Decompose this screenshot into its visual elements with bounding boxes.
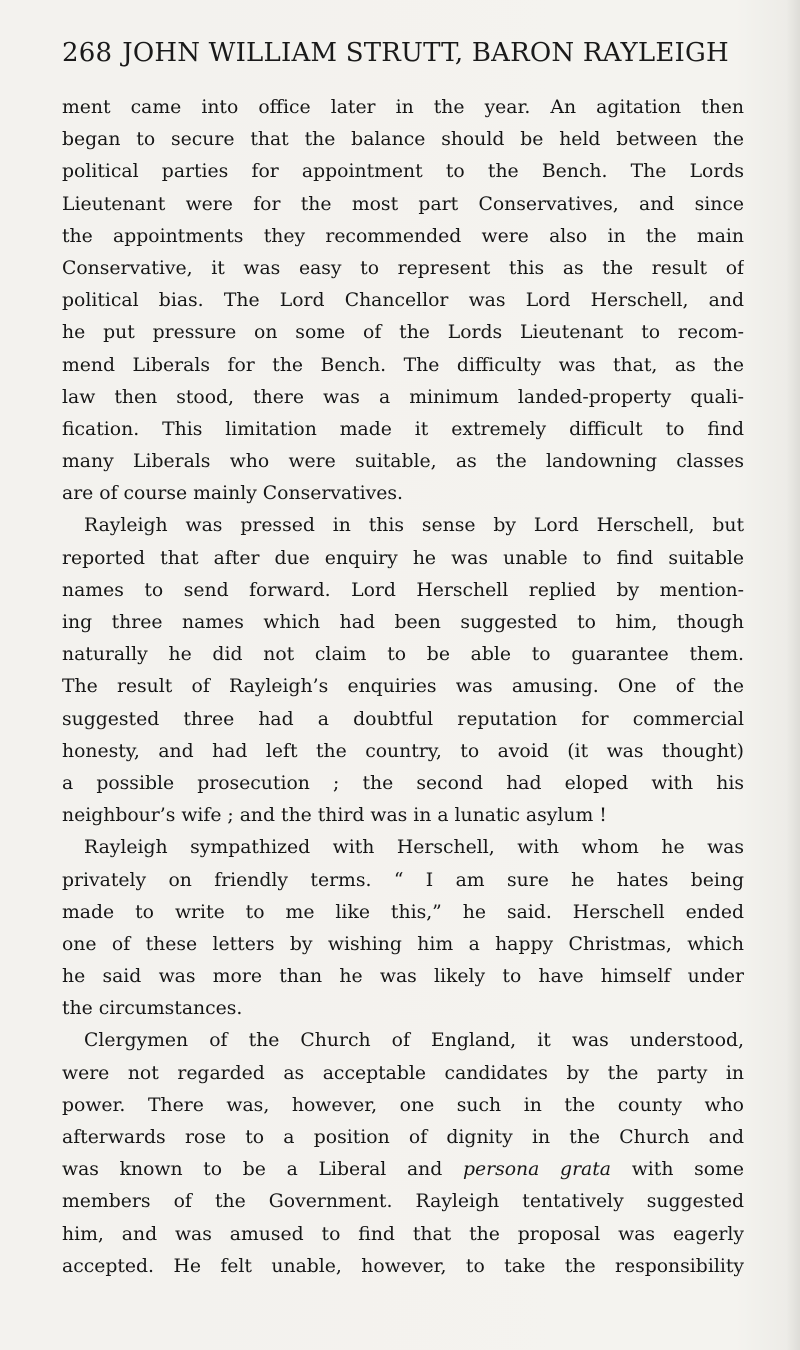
text-line: fication. This limitation made it extremely difficult to find xyxy=(62,418,744,440)
text-line: Rayleigh sympathized with Herschell, with whom he was xyxy=(84,837,744,859)
text-line: were not regarded as acceptable candidates by the party in xyxy=(62,1062,744,1084)
body-text xyxy=(62,92,744,1283)
text-line: the circumstances. xyxy=(62,998,243,1020)
text-line: are of course mainly Conservatives. xyxy=(62,483,404,505)
text-line: many Liberals who were suitable, as the landowning classes xyxy=(62,451,744,473)
text-line: afterwards rose to a position of dignity in the Church and xyxy=(62,1127,744,1148)
page-edge-shadow xyxy=(786,0,800,1350)
text-fragment: with some xyxy=(631,1159,744,1181)
text-line: Rayleigh was pressed in this sense by Lord Herschell, but xyxy=(84,515,744,537)
text-line: a possible prosecution ; the second had eloped with his xyxy=(62,772,744,794)
text-line: honesty, and had left the country, to avoid (it was thought) xyxy=(62,740,744,762)
text-line: reported that after due enquiry he was unable to find suitable xyxy=(62,547,744,569)
text-line: the appointments they recommended were also in the main xyxy=(62,225,744,247)
text-line: Clergymen of the Church of England, it was understood, xyxy=(84,1030,744,1052)
text-line: one of these letters by wishing him a happy Christmas, which xyxy=(62,933,744,955)
text-line: suggested three had a doubtful reputation for commercial xyxy=(62,708,744,730)
running-header xyxy=(62,38,742,68)
text-line: naturally he did not claim to be able to guarantee them. xyxy=(62,644,744,666)
text-line: members of the Government. Rayleigh tentatively suggested xyxy=(62,1191,744,1213)
text-line: ment came into office later in the year. An agitation then xyxy=(62,97,744,118)
text-line: power. There was, however, one such in the county who xyxy=(62,1094,744,1116)
text-line: law then stood, there was a minimum landed-property quali- xyxy=(62,386,744,408)
text-line: ing three names which had been suggested to him, though xyxy=(62,612,744,633)
paragraph-1 xyxy=(62,92,744,510)
text-line: made to write to me like this,” he said. Herschell ended xyxy=(62,901,744,923)
paragraph-2 xyxy=(62,510,744,832)
running-title: JOHN WILLIAM STRUTT, BARON RAYLEIGH xyxy=(122,38,729,68)
page-number: 268 xyxy=(62,38,113,68)
text-line: neighbour’s wife ; and the third was in a lunatic asylum ! xyxy=(62,805,607,827)
text-line: privately on friendly terms. “ I am sure he hates being xyxy=(62,869,744,891)
text-line: him, and was amused to find that the proposal was eagerly xyxy=(62,1223,744,1245)
text-line: began to secure that the balance should be held between the xyxy=(62,129,744,151)
paragraph-3 xyxy=(62,832,744,1025)
text-fragment: was known to be a Liberal and xyxy=(62,1159,463,1181)
text-line: Lieutenant were for the most part Conservatives, and since xyxy=(62,193,744,215)
text-line-with-italic xyxy=(62,1154,744,1186)
text-line: Conservative, it was easy to represent this as the result of xyxy=(62,257,744,279)
text-line: names to send forward. Lord Herschell replied by mention- xyxy=(62,579,744,601)
text-line: political parties for appointment to the Bench. The Lords xyxy=(62,161,744,183)
italic-phrase: persona grata xyxy=(463,1159,611,1181)
text-line: accepted. He felt unable, however, to take the responsibility xyxy=(62,1255,744,1277)
paragraph-4 xyxy=(62,1025,744,1283)
text-line: he put pressure on some of the Lords Lieutenant to recom- xyxy=(62,322,744,344)
text-line: mend Liberals for the Bench. The difficulty was that, as the xyxy=(62,354,744,376)
text-line: he said was more than he was likely to have himself under xyxy=(62,966,744,988)
text-line: political bias. The Lord Chancellor was Lord Herschell, and xyxy=(62,290,744,312)
text-line: The result of Rayleigh’s enquiries was amusing. One of the xyxy=(62,676,744,698)
